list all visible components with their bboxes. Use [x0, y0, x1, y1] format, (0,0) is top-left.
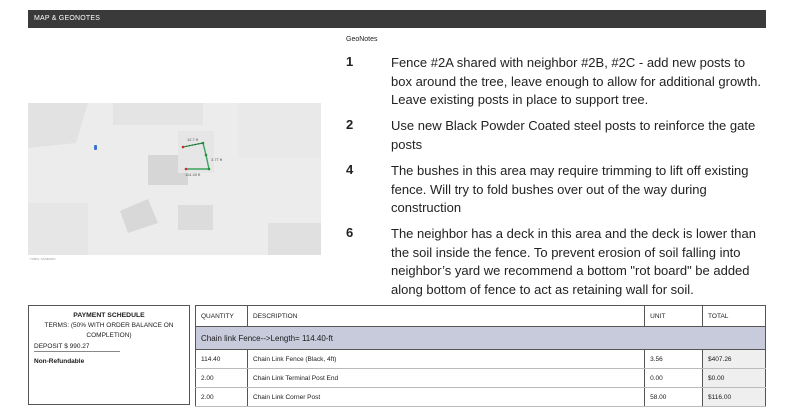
geonote-number: 2: [346, 117, 354, 132]
cell-unit: 3.56: [645, 350, 703, 369]
geonote-text: The bushes in this area may require trimming to lift off existing fence. Will try to fold bushes over out of the way during construction: [391, 163, 749, 216]
column-header-total: TOTAL: [703, 306, 766, 327]
non-refundable-label: Non-Refundable: [34, 358, 85, 365]
section-label: Chain link Fence-->Length= 114.40-ft: [196, 327, 766, 350]
section-header: MAP & GEONOTES: [28, 10, 766, 28]
fence-post-marker: [205, 154, 208, 157]
table-row: [196, 350, 766, 369]
cell-quantity: 2.00: [196, 369, 248, 388]
cell-quantity: 114.40: [196, 350, 248, 369]
payment-schedule-box: [28, 305, 190, 405]
cell-description: Chain Link Corner Post: [247, 388, 644, 407]
payment-schedule-title: PAYMENT SCHEDULE: [73, 312, 145, 319]
geonote-number: 4: [346, 162, 354, 177]
geonotes-title: GeoNotes: [346, 36, 378, 43]
geonote-number: 6: [346, 225, 354, 240]
fence-post-marker: [182, 146, 185, 149]
section-row: [196, 327, 766, 350]
map-credit: TOBIS, SANBORN: [30, 257, 56, 261]
building-shape: [113, 103, 203, 125]
cell-unit: 58.00: [645, 388, 703, 407]
line-items-table: [195, 305, 766, 407]
cell-total: $0.00: [703, 369, 766, 388]
building-shape: [178, 205, 213, 230]
fence-post-marker: [208, 168, 211, 171]
map-dimension-label: 12.7 ft: [187, 137, 199, 142]
map-dimension-label: 3.77 ft: [211, 157, 223, 162]
column-header-unit: UNIT: [645, 306, 703, 327]
deposit-amount: DEPOSIT $ 990.27: [34, 343, 120, 352]
cell-description: Chain Link Fence (Black, 4ft): [247, 350, 644, 369]
fence-post-marker: [202, 142, 205, 145]
table-row: [196, 388, 766, 407]
table-row: [196, 369, 766, 388]
cell-description: Chain Link Terminal Post End: [247, 369, 644, 388]
geonote-text: The neighbor has a deck in this area and the deck is lower than the soil inside the fence. To prevent erosion of soil falling into neighbor’s yard we recommend a bottom "rot board" be added along bottom of fence to act as retaining wall for soil.: [391, 226, 756, 297]
column-header-quantity: QUANTITY: [196, 306, 248, 327]
map-canvas: [28, 103, 321, 255]
column-header-description: DESCRIPTION: [247, 306, 644, 327]
tree-marker-icon: [94, 145, 97, 150]
cell-total: $407.26: [703, 350, 766, 369]
building-shape: [28, 203, 88, 255]
table-header-row: [196, 306, 766, 327]
geonote-number: 1: [346, 54, 354, 69]
cell-quantity: 2.00: [196, 388, 248, 407]
cell-unit: 0.00: [645, 369, 703, 388]
geonote-text: Use new Black Powder Coated steel posts to reinforce the gate posts: [391, 118, 756, 152]
building-shape: [238, 103, 321, 158]
building-shape: [268, 223, 321, 255]
map-dimension-label: 114.40 ft: [185, 172, 201, 177]
map-view[interactable]: [28, 103, 321, 255]
cell-total: $116.00: [703, 388, 766, 407]
fence-post-marker: [185, 168, 188, 171]
payment-terms: TERMS: (50% WITH ORDER BALANCE ON COMPLETION): [44, 322, 174, 339]
geonote-text: Fence #2A shared with neighbor #2B, #2C - add new posts to box around the tree, leave enough to allow for additional growth. Leave existing posts in place to support tree.: [391, 55, 762, 108]
